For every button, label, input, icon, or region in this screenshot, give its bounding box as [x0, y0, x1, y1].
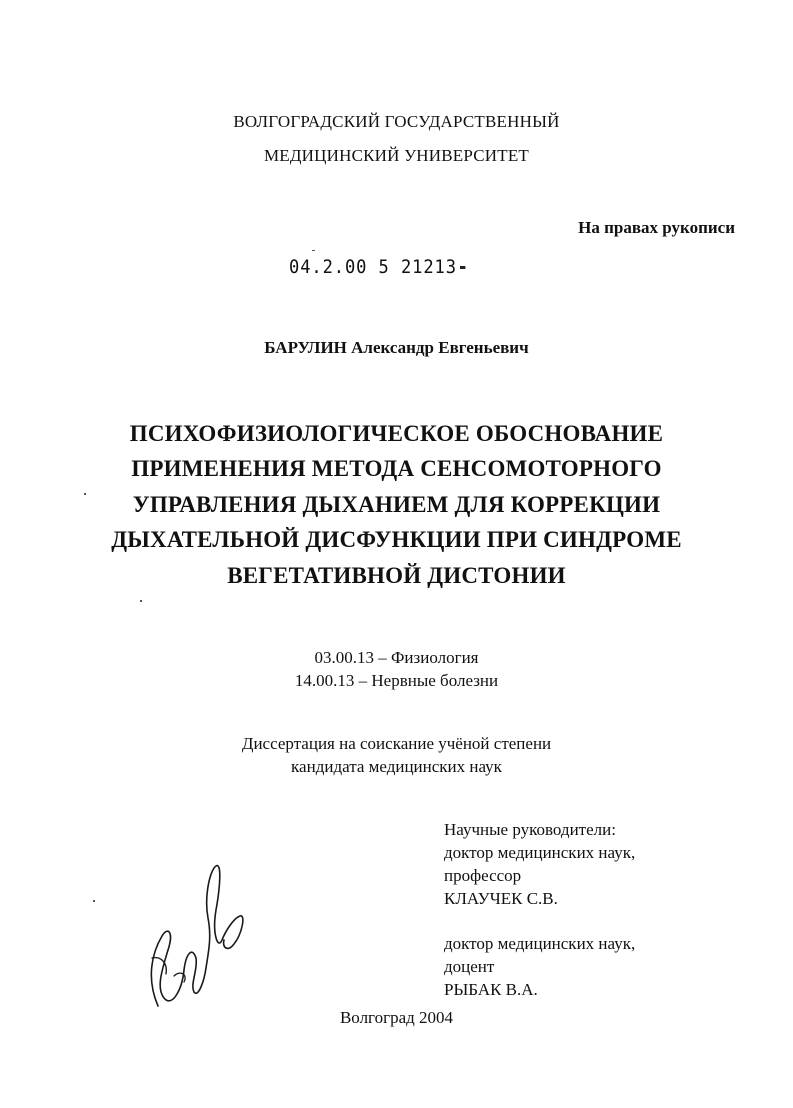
- city-and-year: Волгоград 2004: [339, 1008, 454, 1027]
- advisors-block: [444, 818, 635, 1001]
- title-line-2: ПРИМЕНЕНИЯ МЕТОДА СЕНСОМОТОРНОГО: [131, 456, 662, 481]
- degree-line-2: кандидата медицинских наук: [291, 757, 502, 776]
- scan-speck: [140, 600, 142, 602]
- title-line-3: УПРАВЛЕНИЯ ДЫХАНИЕМ ДЛЯ КОРРЕКЦИИ: [132, 492, 661, 517]
- scan-speck: [312, 250, 315, 251]
- author-signature: [138, 858, 248, 1018]
- title-line-4: ДЫХАТЕЛЬНОЙ ДИСФУНКЦИИ ПРИ СИНДРОМЕ: [111, 527, 682, 552]
- advisor-spacer: [444, 910, 635, 932]
- manuscript-rights-label: На правах рукописи: [578, 218, 735, 237]
- registration-number: 04.2.00 5 21213: [289, 256, 457, 278]
- specialty-2: 14.00.13 – Нервные болезни: [294, 671, 499, 690]
- title-line-5: ВЕГЕТАТИВНОЙ ДИСТОНИИ: [227, 563, 566, 588]
- degree-line-1: Диссертация на соискание учёной степени: [241, 734, 552, 753]
- advisor1-name: КЛАУЧЕК С.В.: [444, 889, 558, 908]
- scan-speck: [84, 493, 86, 495]
- advisor1-degree: доктор медицинских наук,: [444, 843, 636, 862]
- advisor1-rank: профессор: [444, 866, 522, 885]
- advisor2-rank: доцент: [444, 957, 495, 976]
- advisors-heading: Научные руководители:: [444, 820, 616, 839]
- stamp-mark: [460, 266, 465, 269]
- advisor2-degree: доктор медицинских наук,: [444, 934, 636, 953]
- scan-speck: [93, 900, 95, 902]
- registration-stamp: [289, 256, 465, 278]
- university-name-line1: ВОЛГОГРАДСКИЙ ГОСУДАРСТВЕННЫЙ: [233, 112, 560, 131]
- specialty-1: 03.00.13 – Физиология: [314, 648, 479, 667]
- title-line-1: ПСИХОФИЗИОЛОГИЧЕСКОЕ ОБОСНОВАНИЕ: [129, 421, 664, 446]
- author-name: БАРУЛИН Александр Евгеньевич: [264, 338, 529, 357]
- advisor2-name: РЫБАК В.А.: [444, 980, 538, 999]
- university-name-line2: МЕДИЦИНСКИЙ УНИВЕРСИТЕТ: [263, 146, 530, 165]
